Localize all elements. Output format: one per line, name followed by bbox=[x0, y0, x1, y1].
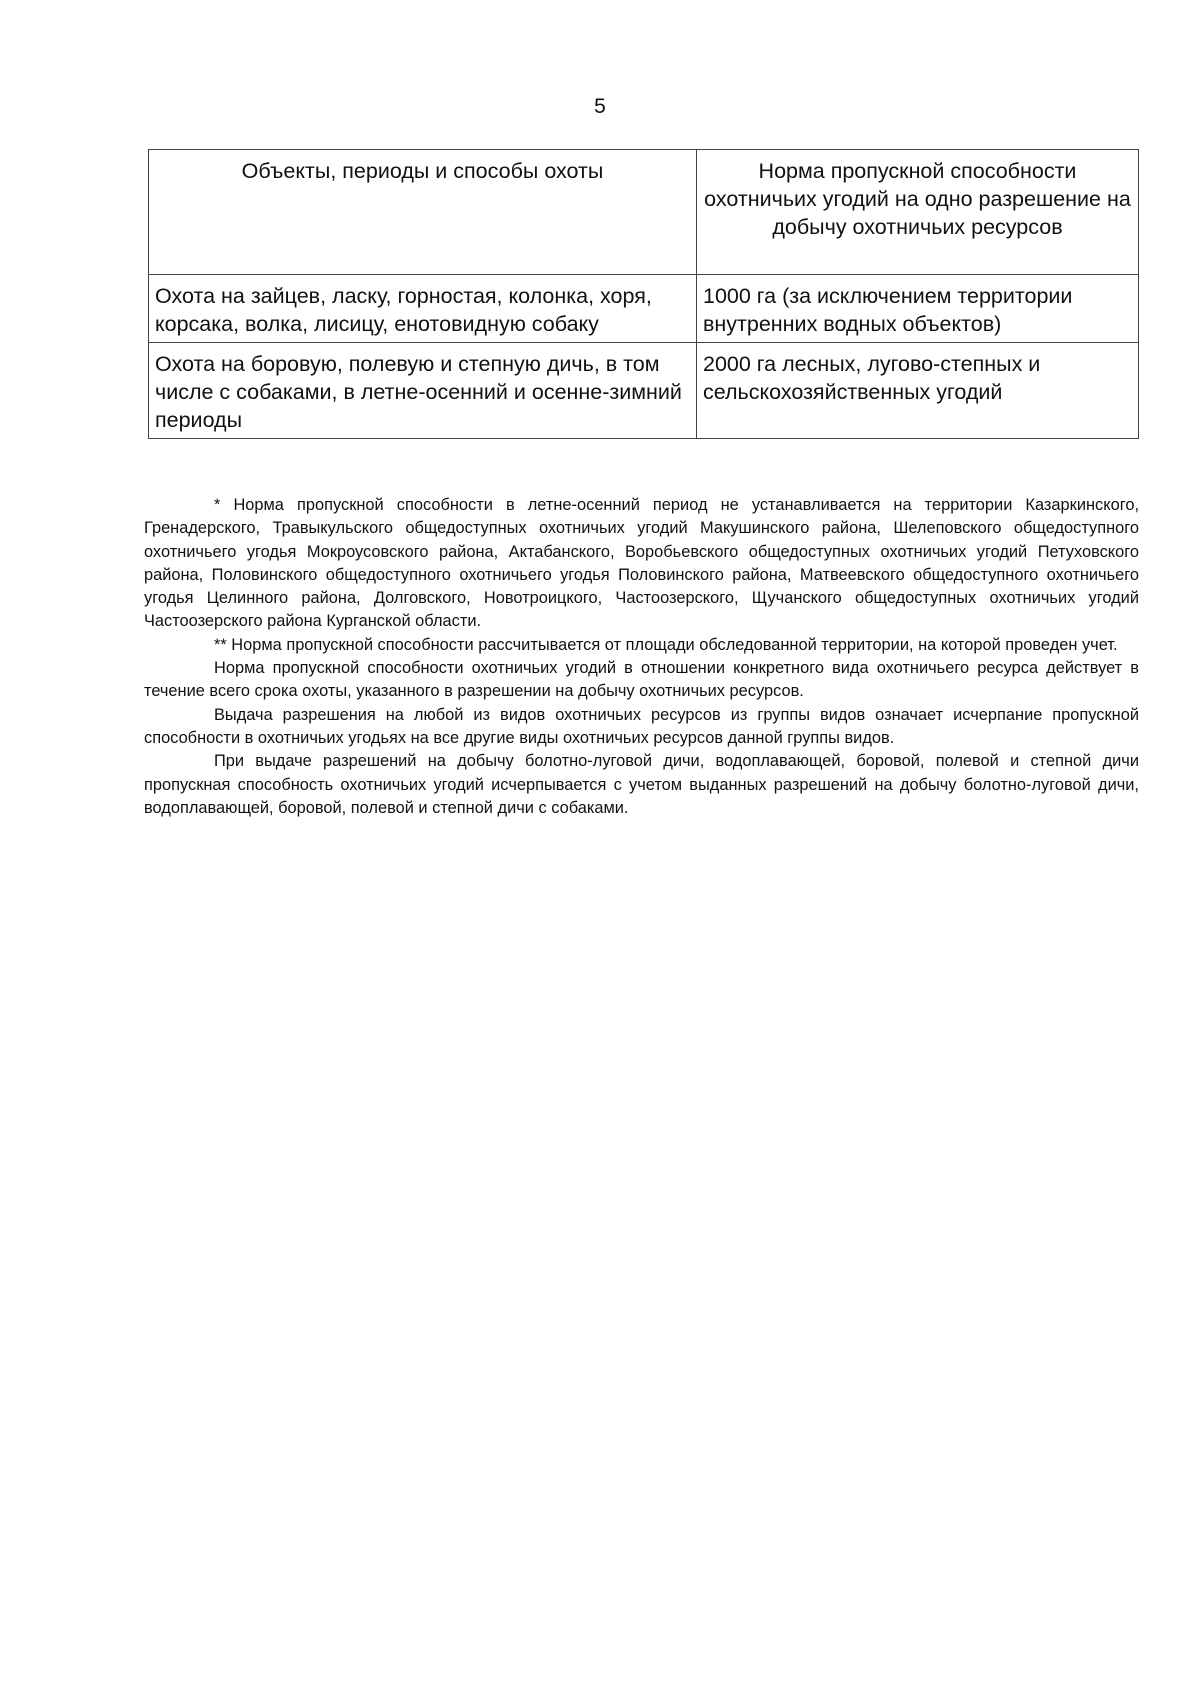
cell-object: Охота на зайцев, ласку, горностая, колонка, хоря, корсака, волка, лисицу, енотовидную собаку bbox=[149, 275, 697, 343]
notes-section bbox=[144, 494, 1139, 820]
note-paragraph: * Норма пропускной способности в летне-осенний период не устанавливается на территории Казаркинского, Гренадерского, Травыкульского общедоступных охотничьих угодий Макушинского района, Шелеповского общедоступного охотничьего угодья Мокроусовского района, Актабанского, Воробьевского общедоступных охотничьих угодий Петуховского района, Половинского общедоступного охотничьего угодья Половинского района, Матвеевского общедоступного охотничьего угодья Целинного района, Долговского, Новотроицкого, Частоозерского, Щучанского общедоступных охотничьих угодий Частоозерского района Курганской области. bbox=[144, 496, 1139, 631]
table-header-row bbox=[149, 150, 1139, 275]
note-paragraph: Выдача разрешения на любой из видов охотничьих ресурсов из группы видов означает исчерпание пропускной способности в охотничьих угодьях на все другие виды охотничьих ресурсов данной группы видов. bbox=[144, 705, 1139, 747]
note-paragraph: Норма пропускной способности охотничьих угодий в отношении конкретного вида охотничьего ресурса действует в течение всего срока охоты, указанного в разрешении на добычу охотничьих ресурсов. bbox=[144, 659, 1139, 701]
header-objects: Объекты, периоды и способы охоты bbox=[149, 150, 697, 275]
cell-norm: 1000 га (за исключением территории внутренних водных объектов) bbox=[697, 275, 1139, 343]
table-row bbox=[149, 275, 1139, 343]
table-row bbox=[149, 343, 1139, 439]
note-paragraph: ** Норма пропускной способности рассчитывается от площади обследованной территории, на которой проведен учет. bbox=[214, 635, 1118, 654]
header-norm: Норма пропускной способности охотничьих угодий на одно разрешение на добычу охотничьих ресурсов bbox=[697, 150, 1139, 275]
cell-object: Охота на боровую, полевую и степную дичь, в том числе с собаками, в летне-осенний и осенне-зимний периоды bbox=[149, 343, 697, 439]
note-paragraph: При выдаче разрешений на добычу болотно-луговой дичи, водоплавающей, боровой, полевой и степной дичи пропускная способность охотничьих угодий исчерпывается с учетом выданных разрешений на добычу болотно-луговой дичи, водоплавающей, боровой, полевой и степной дичи с собаками. bbox=[144, 752, 1139, 817]
page-number: 5 bbox=[594, 95, 606, 118]
hunting-norms-table bbox=[148, 149, 1139, 439]
cell-norm: 2000 га лесных, лугово-степных и сельскохозяйственных угодий bbox=[697, 343, 1139, 439]
